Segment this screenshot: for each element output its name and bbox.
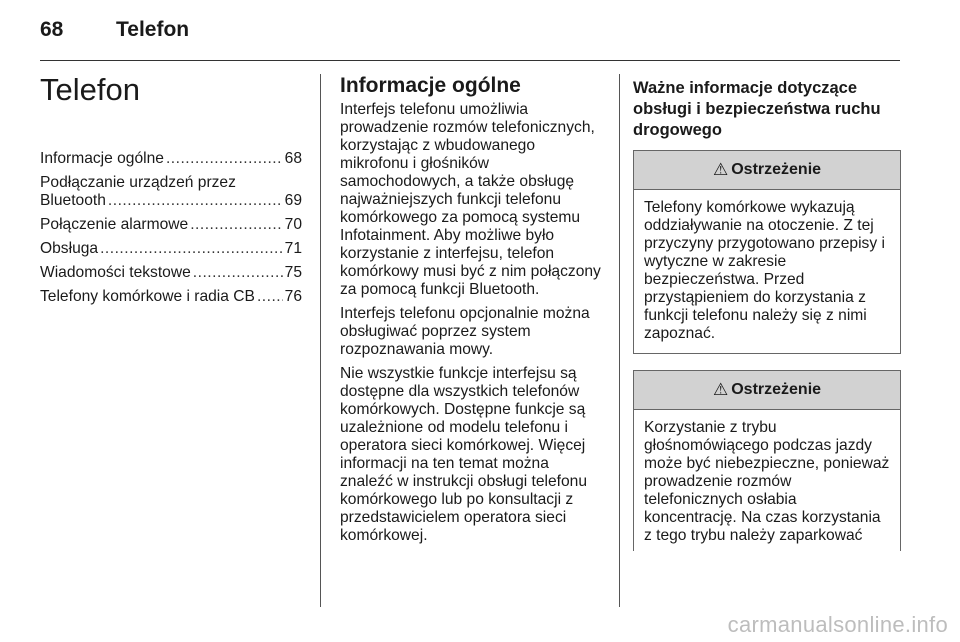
warning-box — [633, 370, 901, 551]
toc-label: Telefony komórkowe i radia CB — [40, 288, 255, 305]
toc-page: 75 — [284, 264, 302, 281]
toc-page: 76 — [284, 288, 302, 305]
warning-icon: ⚠ — [712, 160, 729, 179]
table-of-contents — [40, 150, 302, 306]
toc-label: Informacje ogólne — [40, 150, 164, 167]
toc-item[interactable] — [40, 216, 302, 234]
toc-item[interactable] — [40, 288, 302, 306]
paragraph: Interfejs telefonu opcjonalnie można obsługiwać poprzez system rozpoznawania mowy. — [340, 305, 590, 358]
page-number: 68 — [40, 18, 64, 41]
toc-label-line: Podłączanie urządzeń przez — [40, 174, 236, 191]
watermark: carmanualsonline.info — [727, 612, 948, 637]
safety-title: Ważne informacje dotyczące obsługi i bezpieczeństwa ruchu drogowego — [633, 79, 881, 139]
toc-label: Obsługa — [40, 240, 99, 257]
paragraph: Interfejs telefonu umożliwia prowadzenie rozmów telefonicznych, korzystając z wbudowanego mikrofonu i głośników samochodowych, a także obsługę najważniejszych funkcji telefonu komórkowego za pomocą systemu Infotainment. Aby możliwe było korzystanie z interfejsu, telefon komórkowy musi być z nim połączony za pomocą funkcji Bluetooth. — [340, 101, 601, 298]
toc-page: 70 — [284, 216, 302, 233]
safety-column — [633, 78, 901, 551]
toc-label: Wiadomości tekstowe — [40, 264, 191, 281]
toc-item[interactable] — [40, 150, 302, 168]
header-chapter: Telefon — [116, 18, 190, 41]
warning-header — [634, 371, 900, 410]
toc-page: 68 — [284, 150, 302, 167]
warning-heading: Ostrzeżenie — [731, 381, 822, 398]
toc-page: 71 — [284, 240, 302, 257]
chapter-title: Telefon — [40, 72, 140, 107]
section-title: Informacje ogólne — [340, 74, 521, 97]
column-divider-1 — [320, 74, 321, 607]
toc-page: 69 — [284, 192, 302, 209]
warning-box — [633, 150, 901, 354]
warning-icon: ⚠ — [712, 380, 729, 399]
warning-text: Korzystanie z trybu głośnomówiącego podczas jazdy może być niebezpieczne, ponieważ prowadzenie rozmów telefonicznych osłabia koncentrację. Na czas korzystania z tego trybu należy zaparkować — [644, 419, 890, 544]
toc-item[interactable] — [40, 240, 302, 258]
warning-header — [634, 151, 900, 190]
header-rule — [40, 60, 900, 61]
toc-column — [40, 72, 302, 312]
column-divider-2 — [619, 74, 620, 607]
general-info-column — [340, 74, 605, 551]
warning-text: Telefony komórkowe wykazują oddziaływanie na otoczenie. Z tej przyczyny przygotowano przepisy i wytyczne w zakresie bezpieczeństwa. Przed przystąpieniem do korzystania z funkcji telefonu należy się z nimi zapoznać. — [644, 199, 885, 342]
warning-heading: Ostrzeżenie — [731, 161, 822, 178]
paragraph: Nie wszystkie funkcje interfejsu są dostępne dla wszystkich telefonów komórkowych. Dostępne funkcje są uzależnione od modelu telefonu i operatora sieci komórkowej. Więcej informacji na ten temat można znaleźć w instrukcji obsługi telefonu komórkowego lub po konsultacji z przedstawicielem operatora sieci komórkowej. — [340, 365, 588, 544]
toc-label: Połączenie alarmowe — [40, 216, 189, 233]
toc-item[interactable] — [40, 174, 302, 210]
toc-label: Bluetooth — [40, 192, 106, 209]
toc-item[interactable] — [40, 264, 302, 282]
